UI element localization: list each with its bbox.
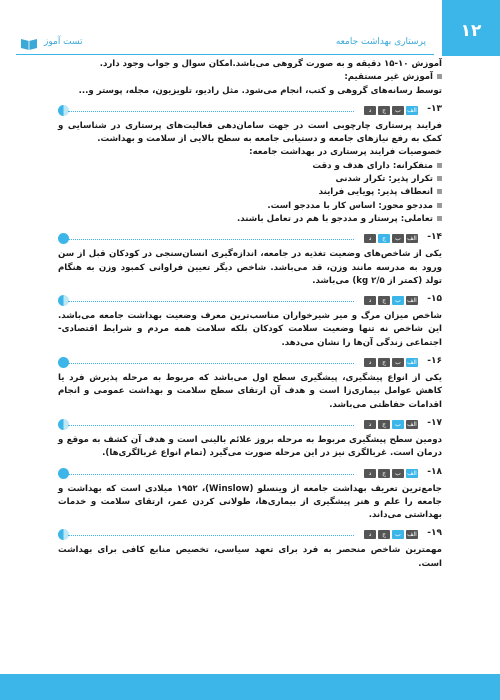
answer-options xyxy=(362,420,418,429)
dotted-divider xyxy=(68,535,354,536)
dotted-divider xyxy=(68,363,354,364)
answer-chip: ب xyxy=(392,420,404,429)
answer-options xyxy=(362,530,418,539)
answer-paragraph: خصوصیات فرایند پرستاری در بهداشت جامعه: xyxy=(249,147,442,158)
answer-chip: الف xyxy=(407,297,417,305)
answer-paragraph: مهمترین شاخص منحصر به فرد برای تعهد سیاسی، تخصیص منابع کافی برای بهداشت است. xyxy=(58,545,442,569)
question-block xyxy=(58,467,442,523)
question-header xyxy=(58,294,442,308)
question-header xyxy=(58,467,442,481)
answer-chip: د xyxy=(364,420,376,429)
question-header xyxy=(58,528,442,542)
page-content xyxy=(58,58,442,571)
answer-chip: ج xyxy=(378,358,390,367)
question-header xyxy=(58,104,442,118)
answer-paragraph: فرایند پرستاری چارچوبی است در جهت سامان‌دهی فعالیت‌های پرستاری در شناسایی و کمک به رفع نیازهای جامعه و دستیابی جامعه به سطح بالایی از سلامت و بهداشت. xyxy=(58,120,442,145)
question-block xyxy=(58,294,442,350)
answer-paragraph: یکی از شاخص‌های وضعیت تغذیه در جامعه، اندازه‌گیری انسان‌سنجی در کودکان قبل از سن ورود به مدرسه مانند وزن، قد می‌باشد. شاخص دیگر تعیین فراوانی کمبود وزن به هنگام تولد (کمتر از ۲/۵ kg) می‌باشد. xyxy=(58,249,442,286)
bullet-item: تکرار پذیر: تکرار شدنی xyxy=(58,173,442,186)
dotted-divider xyxy=(68,301,354,302)
question-number: ۱۵- xyxy=(427,294,442,305)
page-footer-band xyxy=(0,674,500,700)
answer-chip: ب xyxy=(392,106,404,115)
answer-chip: د xyxy=(364,469,376,478)
answer-chip: الف xyxy=(407,531,417,539)
intro-line-2: توسط رسانه‌های گروهی و کتب، انجام می‌شود. مثل رادیو، تلویزیون، مجله، پوستر و... xyxy=(78,85,442,96)
answer-chip: ج xyxy=(378,234,390,243)
answer-options xyxy=(362,106,418,115)
question-number: ۱۸- xyxy=(427,466,442,477)
intro-line-1: آموزش ۱۰-۱۵ دقیقه و به صورت گروهی می‌باشد.امکان سوال و جواب وجود دارد. xyxy=(99,59,442,69)
answer-options xyxy=(362,296,418,305)
brand-name: تست آموز xyxy=(44,37,83,47)
answer-paragraph: دومین سطح پیشگیری مربوط به مرحله بروز علائم بالینی است و هدف آن کشف به موقع و درمان است. غربالگری نیز در این مرحله صورت می‌گیرد (تمام انواع غربالگری‌ها). xyxy=(58,434,442,459)
answer-chip: د xyxy=(364,358,376,367)
answer-chip: د xyxy=(364,234,376,243)
bullet-item: تعاملی: پرستار و مددجو با هم در تعامل باشند. xyxy=(58,213,442,226)
header-rule xyxy=(16,54,434,55)
answer-paragraph: یکی از انواع پیشگیری، پیشگیری سطح اول می‌باشد که مربوط به مرحله پذیرش فرد یا کاهش عوامل بیماری‌زا است و هدف آن ارتقای سطح سلامت و بهداشت عمومی و انجام اقدامات حفاظتی می‌باشد. xyxy=(58,373,442,410)
answer-chip: الف xyxy=(407,420,417,428)
bullet-item: انعطاف پذیر: پویایی فرایند xyxy=(58,186,442,199)
answer-chip: ب xyxy=(392,234,404,243)
answer-options xyxy=(362,358,418,367)
answer-chip: الف xyxy=(407,235,417,243)
bullet-item: مددجو محور: اساس کار با مددجو است. xyxy=(58,200,442,213)
question-number: ۱۹- xyxy=(427,528,442,539)
answer-chip: ب xyxy=(392,296,404,305)
question-block xyxy=(58,418,442,461)
answer-chip: ب xyxy=(392,530,404,539)
question-block xyxy=(58,528,442,571)
answer-options xyxy=(362,469,418,478)
question-header xyxy=(58,232,442,246)
question-number: ۱۳- xyxy=(427,103,442,114)
answer-chip: ب xyxy=(392,469,404,478)
dotted-divider xyxy=(68,239,354,240)
section-title: پرستاری بهداشت جامعه xyxy=(335,37,426,47)
answer-chip: ج xyxy=(378,106,390,115)
answer-chip: ج xyxy=(378,469,390,478)
page-header xyxy=(0,0,500,56)
answer-chip: د xyxy=(364,530,376,539)
answer-chip: الف xyxy=(407,106,417,114)
answer-chip: الف xyxy=(407,359,417,367)
answer-paragraph: جامع‌ترین تعریف بهداشت جامعه از وینسلو (Winslow)، ۱۹۵۲ میلادی است که بهداشت و جامعه را علم و هنر پیشگیری از بیماری‌ها، طولانی کردن عمر، ارتقای سلامت و خدمات بهداشتی می‌داند. xyxy=(58,483,442,521)
dotted-divider xyxy=(68,474,354,475)
question-number: ۱۴- xyxy=(427,232,442,243)
answer-chip: ج xyxy=(378,420,390,429)
question-block xyxy=(58,104,442,226)
question-header xyxy=(58,418,442,432)
dotted-divider xyxy=(68,111,354,112)
intro-heading: آموزش غیر مستقیم: xyxy=(58,71,442,84)
question-block xyxy=(58,232,442,288)
answer-chip: د xyxy=(364,296,376,305)
answer-chip: د xyxy=(364,106,376,115)
question-number: ۱۶- xyxy=(427,356,442,367)
book-logo-icon xyxy=(20,36,38,50)
answer-chip: الف xyxy=(407,469,417,477)
page-number: ۱۲ xyxy=(442,0,500,56)
question-header xyxy=(58,356,442,370)
answer-chip: ج xyxy=(378,530,390,539)
answer-chip: ب xyxy=(392,358,404,367)
question-block xyxy=(58,356,442,412)
answer-paragraph: شاخص میزان مرگ و میر شیرخواران مناسب‌ترین معرف وضعیت بهداشت جامعه می‌باشد. این شاخص نه تنها وضعیت سلامت کودکان بلکه سلامت همه مردم و شرایط اقتصادی- اجتماعی زندگی آن‌ها را نشان می‌دهد. xyxy=(58,311,442,348)
dotted-divider xyxy=(68,425,354,426)
answer-options xyxy=(362,234,418,243)
question-number: ۱۷- xyxy=(427,417,442,428)
bullet-item: متفکرانه: دارای هدف و دقت xyxy=(58,160,442,173)
answer-chip: ج xyxy=(378,296,390,305)
